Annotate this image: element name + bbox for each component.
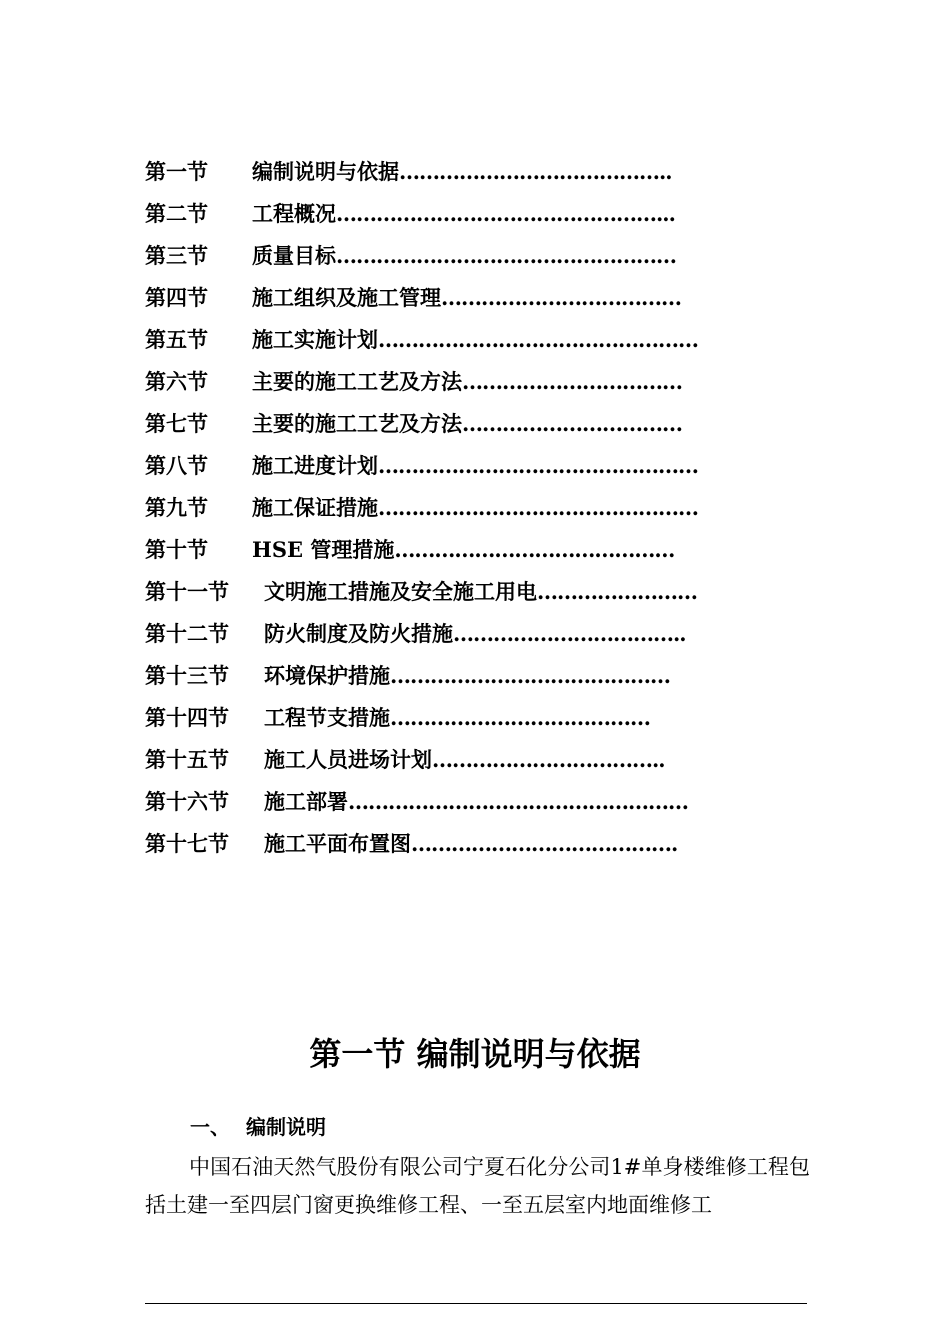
toc-entry-number: 第十二节 (145, 621, 229, 646)
toc-entry-title: 施工人员进场计划 (264, 747, 432, 772)
toc-entry-title: 施工组织及施工管理 (252, 285, 441, 310)
toc-entry-leader-dots: …………………………………… (394, 537, 675, 562)
toc-entry[interactable] (145, 571, 805, 613)
toc-entry-leader-dots: …………………… (537, 579, 697, 604)
toc-entry-title: 文明施工措施及安全施工用电 (264, 579, 537, 604)
toc-entry-number: 第十一节 (145, 579, 229, 604)
toc-entry-title: 施工部署 (264, 789, 348, 814)
toc-entry-leader-dots: ……………………………… (441, 285, 681, 310)
toc-entry-title: 主要的施工工艺及方法 (252, 411, 462, 436)
toc-entry[interactable] (145, 277, 805, 319)
toc-entry-number: 第四节 (145, 285, 208, 310)
toc-entry[interactable] (145, 151, 805, 193)
toc-entry-number: 第十五节 (145, 747, 229, 772)
toc-entry-leader-dots: ………………………………………… (378, 327, 698, 352)
toc-entry[interactable] (145, 403, 805, 445)
toc-entry[interactable] (145, 445, 805, 487)
footer-divider (145, 1303, 807, 1304)
subsection-number: 一、 (190, 1115, 230, 1139)
table-of-contents (145, 151, 805, 865)
toc-entry-leader-dots: …………………………………………... (336, 201, 675, 226)
toc-entry-title: 编制说明与依据 (252, 159, 399, 184)
toc-entry-leader-dots: ………………………………… (390, 705, 650, 730)
toc-entry-number: 第十六节 (145, 789, 229, 814)
toc-entry-number: 第五节 (145, 327, 208, 352)
toc-entry-title: 主要的施工工艺及方法 (252, 369, 462, 394)
toc-entry[interactable] (145, 235, 805, 277)
body-paragraph: 中国石油天然气股份有限公司宁夏石化分公司1#单身楼维修工程包括土建一至四层门窗更换维修工程、一至五层室内地面维修工 (145, 1155, 810, 1217)
toc-entry-title: 施工平面布置图 (264, 831, 411, 856)
toc-entry-leader-dots: …………………………….. (453, 621, 686, 646)
toc-entry[interactable] (145, 487, 805, 529)
subsection-heading (190, 1112, 326, 1142)
toc-entry-leader-dots: …………………………………………… (336, 243, 676, 268)
toc-entry[interactable] (145, 823, 805, 865)
toc-entry[interactable] (145, 613, 805, 655)
toc-entry-title: 施工进度计划 (252, 453, 378, 478)
section-title: 第一节 编制说明与依据 (309, 1035, 641, 1073)
toc-entry-number: 第十七节 (145, 831, 229, 856)
toc-entry-title: 环境保护措施 (264, 663, 390, 688)
toc-entry-leader-dots: …………………………………. (411, 831, 678, 856)
toc-entry-title: 施工保证措施 (252, 495, 378, 520)
toc-entry[interactable] (145, 697, 805, 739)
toc-entry-title: 防火制度及防火措施 (264, 621, 453, 646)
toc-entry[interactable] (145, 319, 805, 361)
toc-entry[interactable] (145, 529, 805, 571)
toc-entry[interactable] (145, 361, 805, 403)
toc-entry-leader-dots: …………………………….. (432, 747, 665, 772)
toc-entry-leader-dots: ………………………………………… (378, 495, 698, 520)
toc-entry-title: 工程节支措施 (264, 705, 390, 730)
toc-entry-number: 第十四节 (145, 705, 229, 730)
toc-entry-title: HSE 管理措施 (252, 537, 395, 562)
toc-entry[interactable] (145, 655, 805, 697)
toc-entry[interactable] (145, 739, 805, 781)
toc-entry-leader-dots: ………………………………….. (399, 159, 672, 184)
toc-entry-number: 第九节 (145, 495, 208, 520)
toc-entry-number: 第二节 (145, 201, 208, 226)
toc-entry-number: 第一节 (145, 159, 208, 184)
toc-entry[interactable] (145, 193, 805, 235)
subsection-title: 编制说明 (246, 1115, 326, 1139)
toc-entry-leader-dots: …………………………… (462, 369, 682, 394)
toc-entry-leader-dots: …………………………………………… (348, 789, 688, 814)
toc-entry-number: 第十三节 (145, 663, 229, 688)
toc-entry-title: 工程概况 (252, 201, 336, 226)
toc-entry-number: 第六节 (145, 369, 208, 394)
toc-entry-number: 第三节 (145, 243, 208, 268)
toc-entry-number: 第十节 (145, 537, 208, 562)
toc-entry-title: 质量目标 (252, 243, 336, 268)
toc-entry-number: 第八节 (145, 453, 208, 478)
toc-entry-number: 第七节 (145, 411, 208, 436)
toc-entry-title: 施工实施计划 (252, 327, 378, 352)
toc-entry-leader-dots: …………………………… (462, 411, 682, 436)
toc-entry-leader-dots: …………………………………… (390, 663, 670, 688)
toc-entry-leader-dots: ………………………………………… (378, 453, 698, 478)
toc-entry[interactable] (145, 781, 805, 823)
